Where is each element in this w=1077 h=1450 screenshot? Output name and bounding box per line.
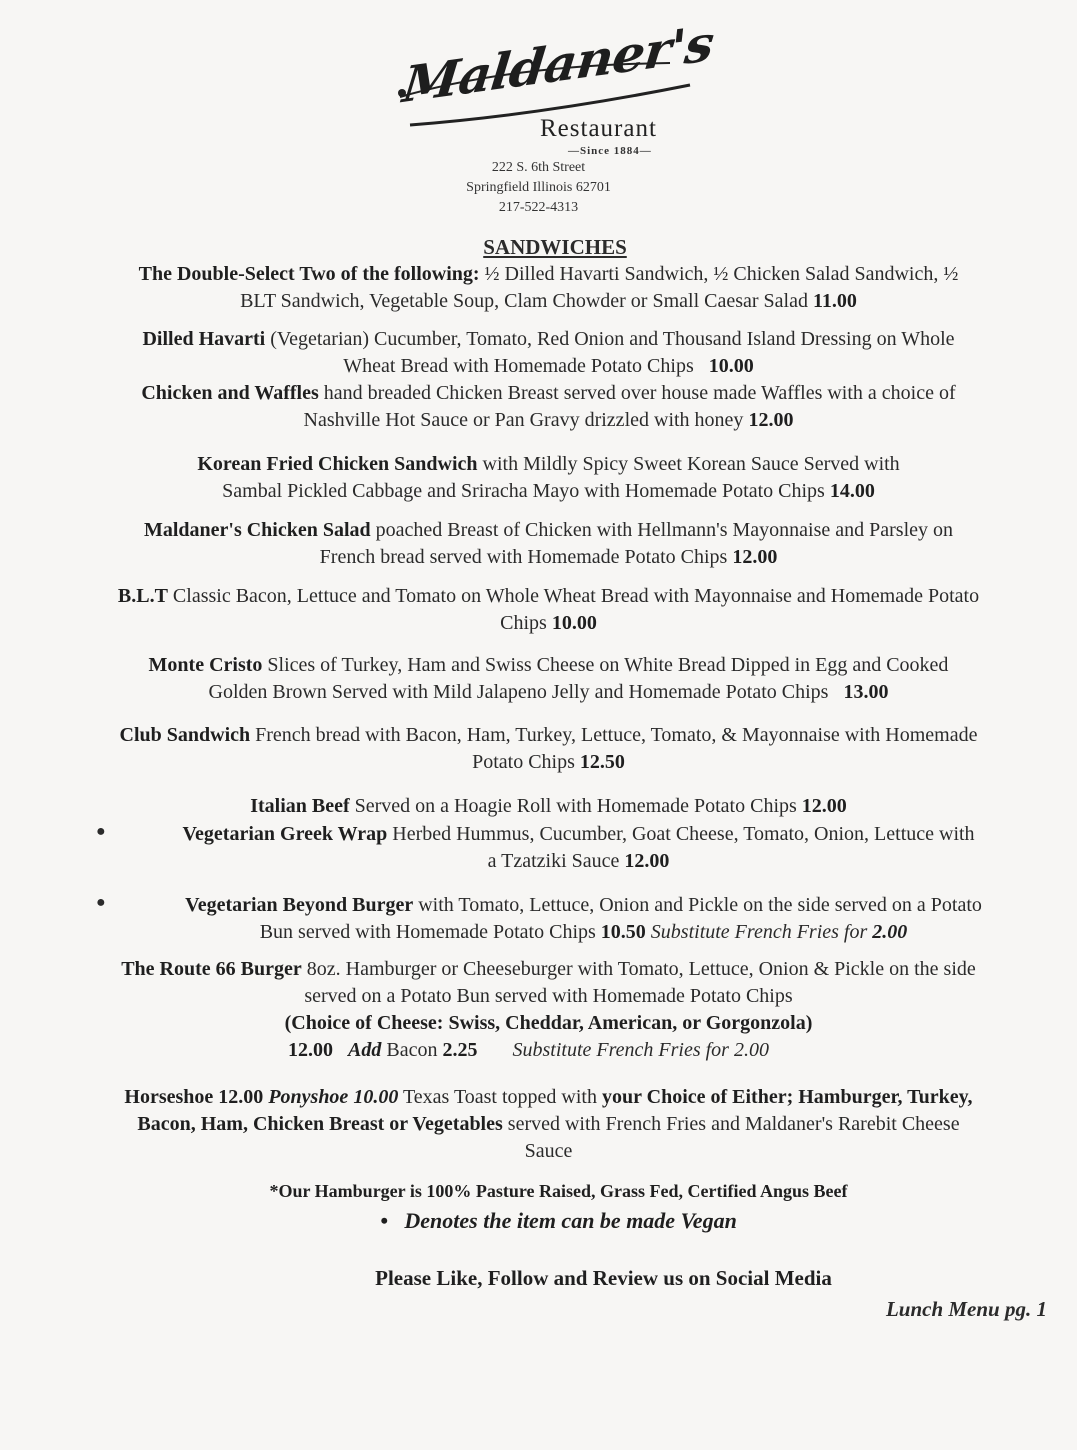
item-desc: Potato Chips xyxy=(472,751,575,773)
item-name: Vegetarian Beyond Burger xyxy=(185,894,414,916)
item-desc-bold: your Choice of Either; Hamburger, Turkey, xyxy=(601,1086,973,1108)
menu-item-double xyxy=(40,261,1057,315)
item-desc: Slices of Turkey, Ham and Swiss Cheese on White Bread Dipped in Egg and Cooked xyxy=(267,654,949,676)
menu-item-horseshoe xyxy=(20,1084,1077,1165)
item-price: 11.00 xyxy=(812,290,857,312)
item-desc: Served on a Hoagie Roll with Homemade Potato Chips xyxy=(354,795,797,817)
item-substitute-price: 2.00 xyxy=(872,921,908,943)
item-add-label: Add xyxy=(348,1039,382,1061)
address-line-2: Springfield Illinois 62701 xyxy=(466,180,611,195)
social-note-text: Please Like, Follow and Review us on Social Media xyxy=(375,1266,832,1290)
logo-since: —Since 1884— xyxy=(568,145,652,157)
item-desc: with Tomato, Lettuce, Onion and Pickle on the side served on a Potato xyxy=(418,894,982,916)
item-desc: (Vegetarian) Cucumber, Tomato, Red Onion and Thousand Island Dressing on Whole xyxy=(270,328,955,350)
item-desc: served with French Fries and Maldaner's Rarebit Cheese xyxy=(507,1113,960,1135)
item-desc: hand breaded Chicken Breast served over house made Waffles with a choice of xyxy=(323,382,956,404)
item-desc: Bun served with Homemade Potato Chips xyxy=(259,921,596,943)
item-desc: Golden Brown Served with Mild Jalapeno Jelly and Homemade Potato Chips xyxy=(208,681,829,703)
item-desc: Texas Toast topped with xyxy=(402,1086,597,1108)
restaurant-logo xyxy=(390,13,720,165)
item-price: 12.00 xyxy=(748,409,794,431)
item-desc: Sauce xyxy=(524,1140,573,1162)
item-desc: 8oz. Hamburger or Cheeseburger with Tomato, Lettuce, Onion & Pickle on the side xyxy=(306,958,976,980)
menu-item-monte-cristo xyxy=(40,652,1057,706)
menu-item-greek-wrap xyxy=(100,821,1057,875)
item-price: 12.00 xyxy=(288,1039,334,1061)
section-title: SANDWICHES xyxy=(483,235,627,259)
menu-item-chicken-salad xyxy=(40,517,1057,571)
item-desc: Sambal Pickled Cabbage and Sriracha Mayo with Homemade Potato Chips xyxy=(222,480,825,502)
item-name: Maldaner's Chicken Salad xyxy=(143,519,371,541)
item-price: 13.00 xyxy=(843,681,889,703)
menu-item-korean xyxy=(40,451,1057,505)
logo-subtitle: Restaurant xyxy=(540,115,657,142)
item-price: 14.00 xyxy=(829,480,875,502)
item-name: Vegetarian Greek Wrap xyxy=(182,823,388,845)
item-desc: ½ Dilled Havarti Sandwich, ½ Chicken Salad Sandwich, ½ xyxy=(484,263,959,285)
vegan-note-text: Denotes the item can be made Vegan xyxy=(404,1208,737,1233)
item-add-price: 2.25 xyxy=(442,1039,478,1061)
item-desc: Nashville Hot Sauce or Pan Gravy drizzled with honey xyxy=(303,409,744,431)
item-name: Club Sandwich xyxy=(119,724,251,746)
item-desc: Wheat Bread with Homemade Potato Chips xyxy=(343,355,694,377)
item-price: 10.00 xyxy=(551,612,597,634)
item-desc-bold: Bacon, Ham, Chicken Breast or Vegetables xyxy=(137,1113,503,1135)
item-name: Italian Beef xyxy=(250,795,350,817)
item-desc: Chips xyxy=(500,612,547,634)
vegan-bullet-icon: ● xyxy=(96,894,106,911)
item-cheese-choice: (Choice of Cheese: Swiss, Cheddar, American, or Gorgonzola) xyxy=(284,1012,813,1034)
menu-item-waffles xyxy=(40,380,1057,434)
item-price: 10.00 xyxy=(708,355,754,377)
vegan-bullet-icon: • xyxy=(380,1208,388,1233)
item-price: 12.00 xyxy=(732,546,778,568)
phone-number: 217-522-4313 xyxy=(498,200,579,215)
item-name: Dilled Havarti xyxy=(142,328,266,350)
item-desc: poached Breast of Chicken with Hellmann's Mayonnaise and Parsley on xyxy=(375,519,954,541)
item-price: 12.50 xyxy=(579,751,625,773)
address-line-1: 222 S. 6th Street xyxy=(491,160,586,175)
menu-item-havarti xyxy=(40,326,1057,380)
item-price: 12.00 xyxy=(801,795,847,817)
item-add-desc: Bacon xyxy=(386,1039,438,1061)
item-name-alt: Ponyshoe 10.00 xyxy=(268,1086,399,1108)
menu-item-route-66 xyxy=(20,956,1077,1064)
item-substitute: Substitute French Fries for xyxy=(650,921,868,943)
vegan-bullet-icon: ● xyxy=(96,823,106,840)
item-desc: French bread with Bacon, Ham, Turkey, Lettuce, Tomato, & Mayonnaise with Homemade xyxy=(255,724,978,746)
item-name: B.L.T xyxy=(117,585,168,607)
vegan-note xyxy=(40,1207,1077,1234)
item-desc: a Tzatziki Sauce xyxy=(487,850,620,872)
item-desc: Classic Bacon, Lettuce and Tomato on Whole Wheat Bread with Mayonnaise and Homemade Potato xyxy=(172,585,980,607)
logo-script: Maldaner's xyxy=(400,13,716,114)
item-name: Korean Fried Chicken Sandwich xyxy=(197,453,478,475)
item-substitute-price: 2.00 xyxy=(733,1039,769,1061)
social-note xyxy=(40,1265,1077,1292)
item-price: 12.00 xyxy=(624,850,670,872)
menu-item-italian-beef xyxy=(40,793,1057,820)
item-price: 10.50 xyxy=(600,921,646,943)
beef-note-text: *Our Hamburger is 100% Pasture Raised, Grass Fed, Certified Angus Beef xyxy=(269,1181,848,1201)
item-name: The Route 66 Burger xyxy=(121,958,302,980)
item-name: Chicken and Waffles xyxy=(141,382,319,404)
menu-item-blt xyxy=(20,583,1077,637)
item-desc: BLT Sandwich, Vegetable Soup, Clam Chowder or Small Caesar Salad xyxy=(240,290,808,312)
item-name: The Double-Select Two of the following: xyxy=(138,263,480,285)
beef-note xyxy=(40,1178,1077,1205)
item-desc: Herbed Hummus, Cucumber, Goat Cheese, Tomato, Onion, Lettuce with xyxy=(392,823,975,845)
item-name: Horseshoe 12.00 xyxy=(124,1086,264,1108)
item-substitute: Substitute French Fries for xyxy=(512,1039,729,1061)
item-name: Monte Cristo xyxy=(148,654,263,676)
item-desc: French bread served with Homemade Potato Chips xyxy=(319,546,728,568)
menu-item-beyond-burger xyxy=(100,892,1067,946)
page-label: Lunch Menu pg. 1 xyxy=(885,1297,1047,1321)
item-desc: served on a Potato Bun served with Homemade Potato Chips xyxy=(304,985,793,1007)
menu-item-club xyxy=(20,722,1077,776)
item-desc: with Mildly Spicy Sweet Korean Sauce Served with xyxy=(482,453,900,475)
